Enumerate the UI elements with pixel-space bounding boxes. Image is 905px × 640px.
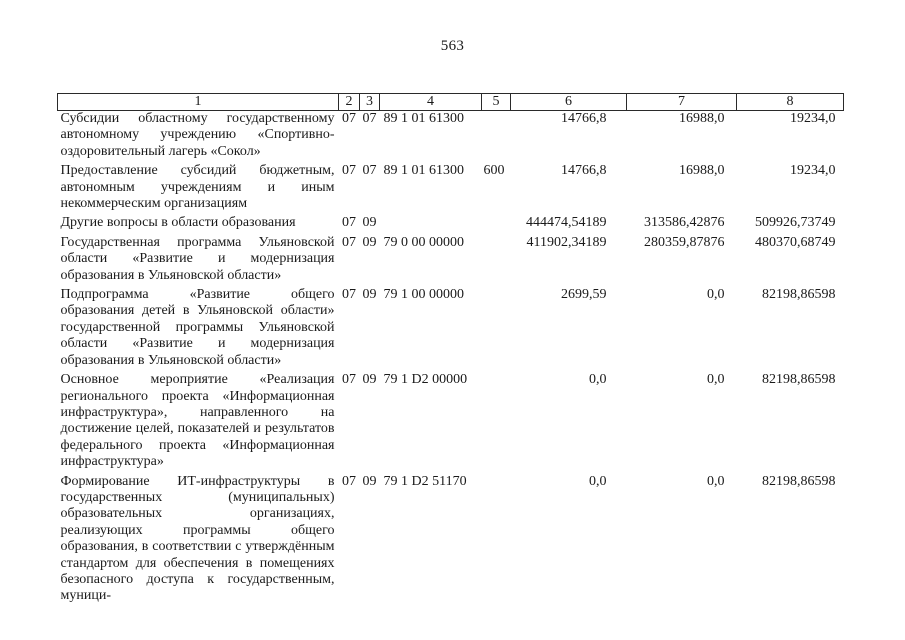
row-vr [482,235,511,287]
row-name: Субсидии областному государственному автономному учреждению «Спортивно-оздоровительный лагерь «Сокол» [60,111,335,159]
row-year3: 82198,86598 [762,287,836,303]
row-section: 07 [342,287,356,303]
row-year1: 14766,8 [561,111,607,126]
row-section: 07 [342,111,356,126]
row-section: 07 [342,215,356,231]
row-year2: 280359,87876 [644,234,725,250]
row-csr: 89 1 01 61300 [383,163,464,179]
row-year2: 0,0 [707,473,725,489]
row-year2: 16988,0 [679,163,725,179]
row-year1: 0,0 [589,473,607,489]
row-year3: 82198,86598 [762,473,836,489]
page-number: 563 [440,38,465,54]
table-row [58,474,844,608]
column-header-vr: 5 [482,94,511,111]
row-subsection: 07 [362,163,377,179]
row-vr [482,474,511,608]
table-row [58,372,844,473]
row-subsection: 09 [362,372,377,388]
row-section: 07 [342,473,356,489]
row-csr: 89 1 01 61300 [383,111,464,126]
row-section: 07 [342,234,356,250]
row-year2: 0,0 [707,372,725,388]
row-vr [482,215,511,234]
row-year3: 480370,68749 [755,234,836,250]
row-subsection: 09 [362,234,377,250]
table-row [58,287,844,372]
budget-table [57,93,844,608]
row-year2: 16988,0 [679,111,725,126]
column-header-section: 2 [339,94,360,111]
row-year1: 444474,54189 [526,215,607,231]
row-subsection: 09 [362,473,377,489]
row-vr [482,287,511,372]
row-name: Основное мероприятие «Реализация регионального проекта «Информационная инфраструктура», направленного на достижение целей, показателей и результатов федерального проекта «Информационная инфраструктура» [60,372,335,470]
row-subsection: 09 [362,215,377,231]
row-year3: 82198,86598 [762,372,836,388]
row-vr: 600 [483,163,505,179]
row-csr: 79 1 00 00000 [383,287,464,303]
column-header-csr: 4 [380,94,482,111]
row-vr [482,111,511,164]
row-csr: 79 1 D2 51170 [383,473,467,489]
column-header-year2: 7 [627,94,737,111]
row-section: 07 [342,372,356,388]
row-csr: 79 0 00 00000 [383,234,464,250]
row-year3: 19234,0 [790,111,836,126]
row-year3: 19234,0 [790,163,836,179]
row-year1: 2699,59 [561,287,607,303]
row-year1: 14766,8 [561,163,607,179]
row-year1: 0,0 [589,372,607,388]
column-header-name: 1 [58,94,339,111]
row-name: Подпрограмма «Развитие общего образования детей в Ульяновской области» государственной программы Ульяновской области «Развитие и модернизация образования в Ульяновской области» [60,287,335,368]
row-year2: 0,0 [707,287,725,303]
row-csr: 79 1 D2 00000 [383,372,468,388]
row-name: Предоставление субсидий бюджетным, автономным учреждениям и иным некоммерческим организациям [60,163,335,212]
column-header-year1: 6 [511,94,627,111]
row-name: Государственная программа Ульяновской области «Развитие и модернизация образования в Ульяновской области» [60,234,335,283]
row-section: 07 [342,163,356,179]
row-vr [482,372,511,473]
table-row [58,163,844,215]
table-header-row [58,94,844,111]
column-header-subsection: 3 [360,94,380,111]
row-csr [380,215,482,234]
table-row [58,111,844,164]
row-year1: 411902,34189 [526,234,607,250]
row-name: Другие вопросы в области образования [60,215,296,231]
row-subsection: 07 [362,111,377,126]
table-row [58,215,844,234]
row-name: Формирование ИТ-инфраструктуры в государственных (муниципальных) образовательных организациях, реализующих программы общего образования, в соответствии с утверждённым стандартом для обеспечения в помещениях безопасного доступа к государственным, муници- [60,473,335,604]
column-header-year3: 8 [737,94,844,111]
row-year2: 313586,42876 [644,215,725,231]
row-subsection: 09 [362,287,377,303]
row-year3: 509926,73749 [755,215,836,231]
table-row [58,235,844,287]
